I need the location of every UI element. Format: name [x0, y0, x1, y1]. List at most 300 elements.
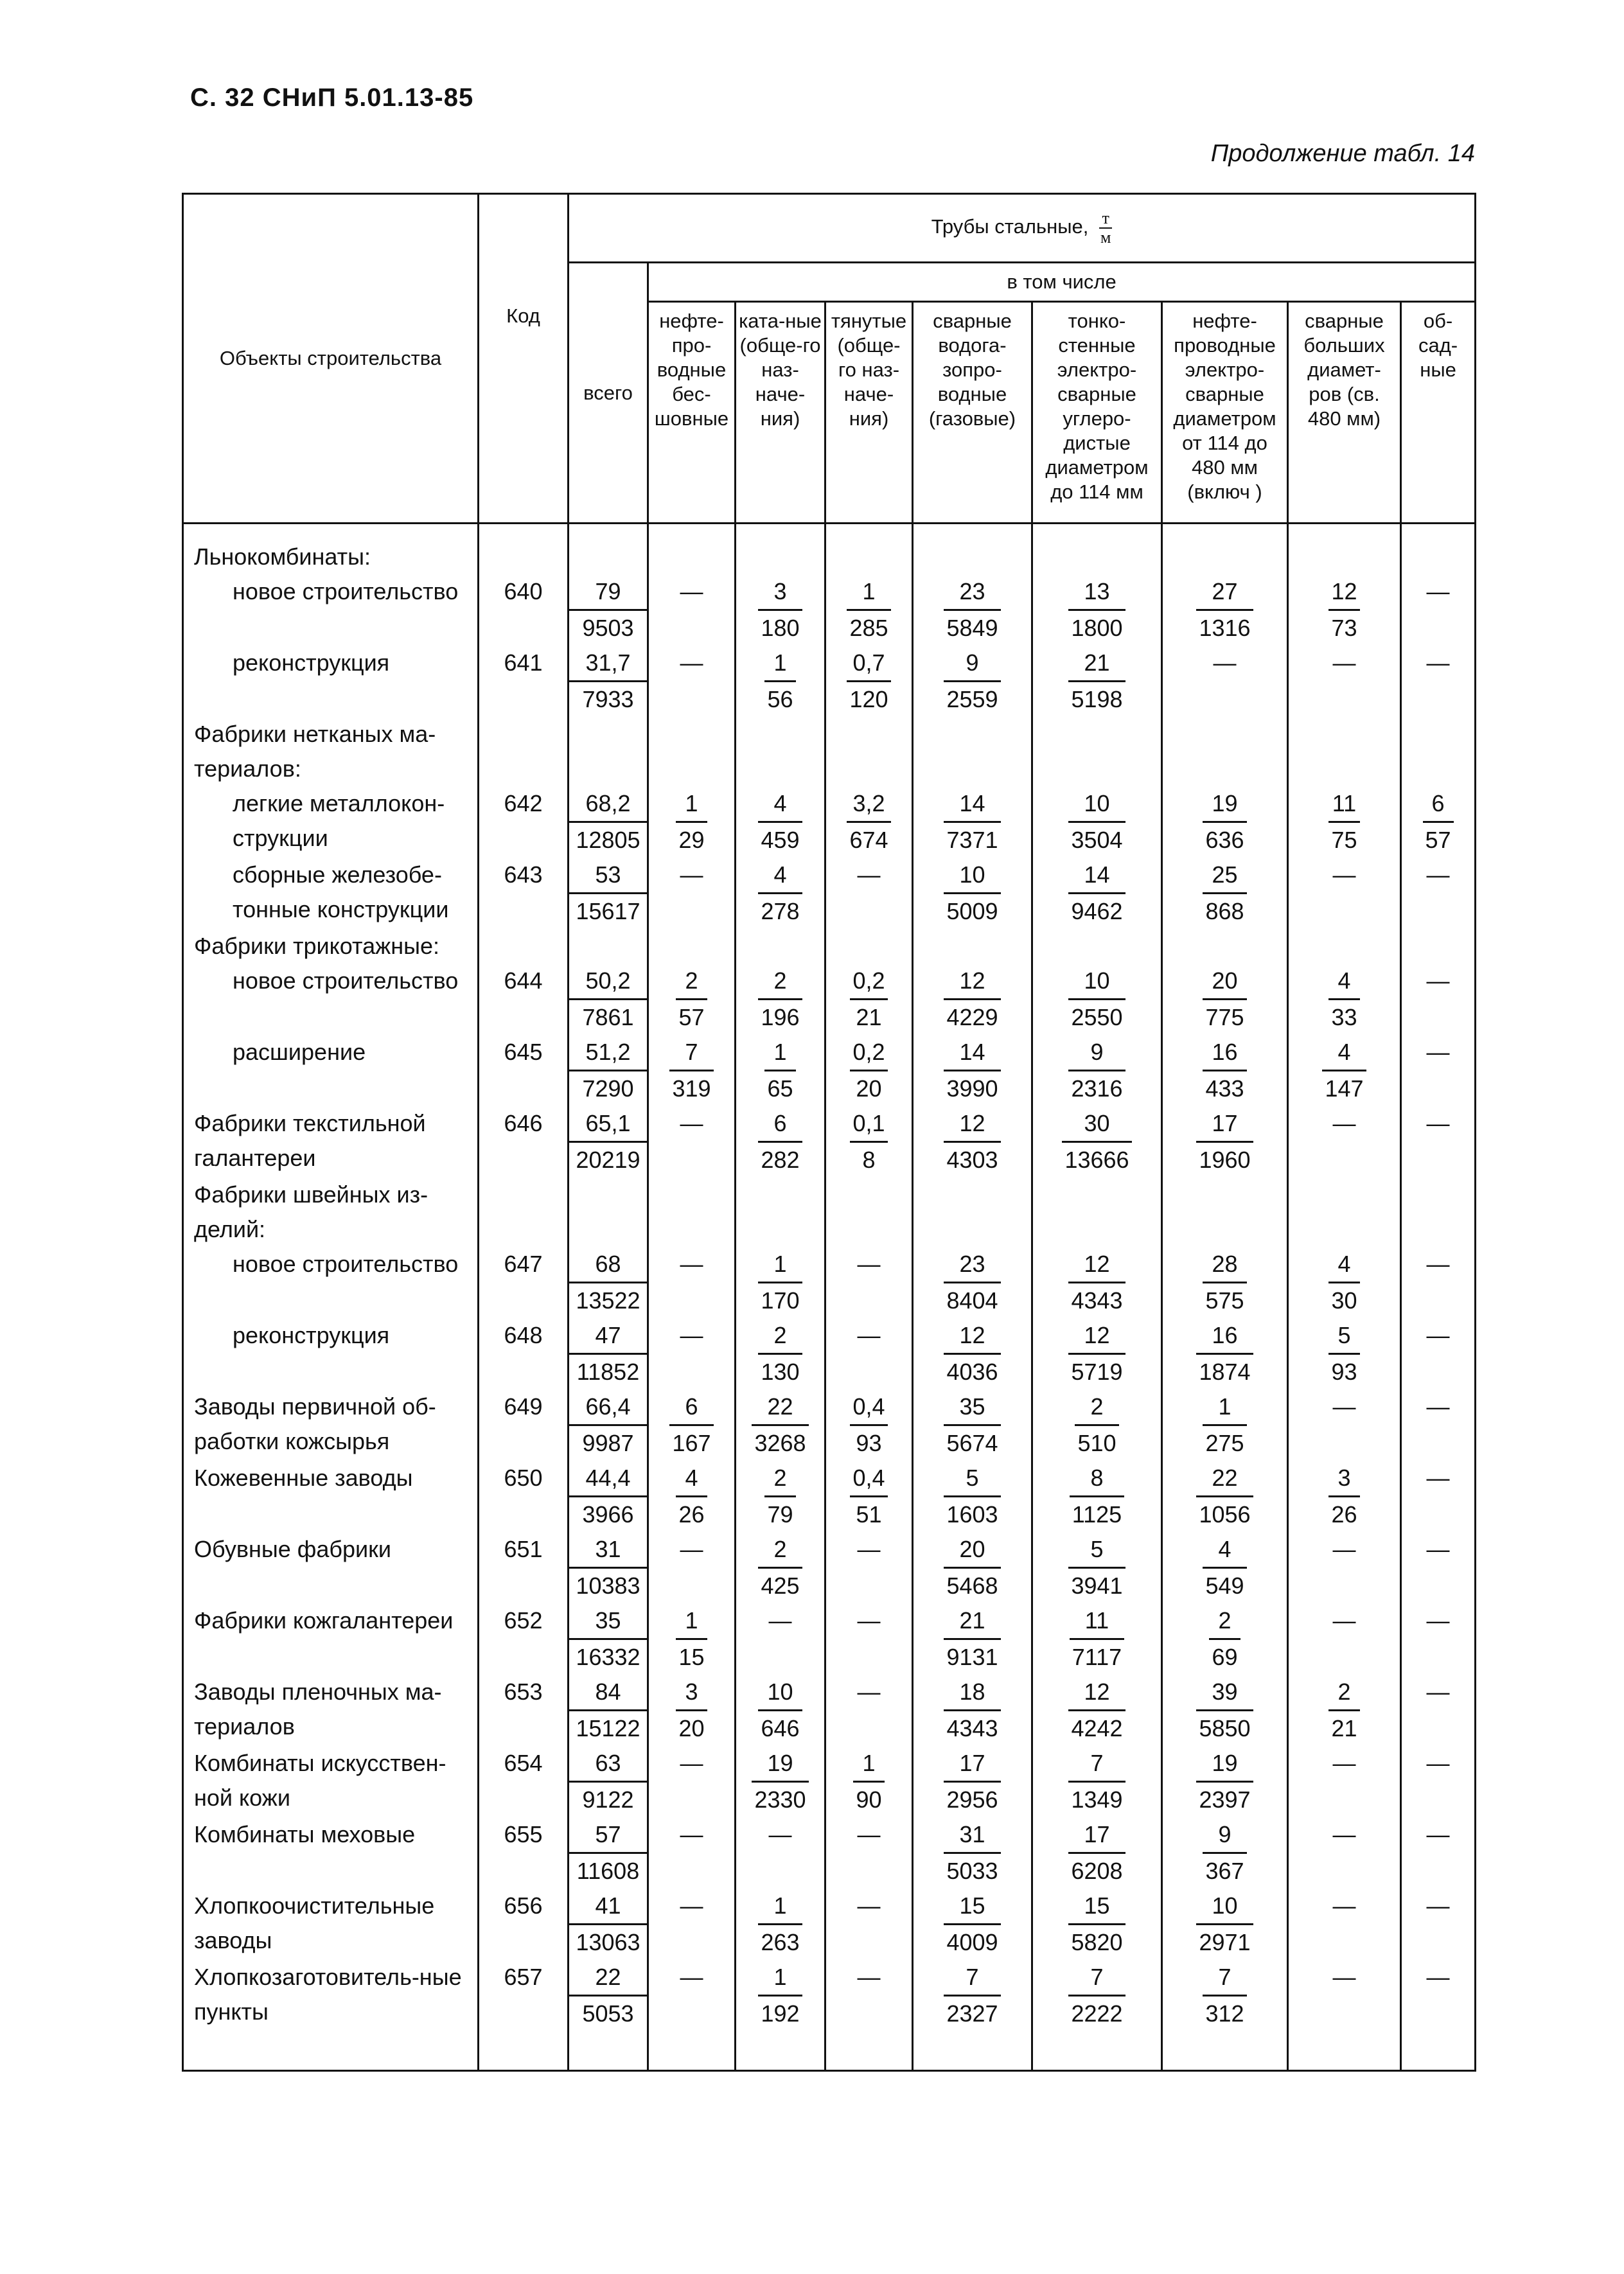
- value-numerator: 2: [1075, 1389, 1118, 1426]
- value-denominator: 73: [1331, 615, 1357, 641]
- value-denominator: 263: [761, 1929, 800, 1955]
- value-numerator: 7: [1068, 1746, 1125, 1783]
- value-denominator: 56: [767, 686, 793, 712]
- value-fraction: [1075, 1389, 1118, 1461]
- value-cell: [648, 1318, 736, 1389]
- object-name: Льнокомбинаты:: [183, 524, 479, 575]
- dash: —: [1426, 1110, 1450, 1136]
- value-cell: [1401, 574, 1476, 646]
- value-cell: [1288, 1746, 1401, 1817]
- value-cell: [913, 1603, 1032, 1675]
- value-cell: [825, 786, 913, 858]
- value-cell: [1032, 1960, 1162, 2071]
- value-denominator: 1874: [1199, 1359, 1251, 1385]
- value-numerator: 19: [752, 1746, 808, 1783]
- object-code: [479, 929, 569, 964]
- value-numerator: 12: [1328, 574, 1359, 611]
- value-fraction: [752, 1389, 808, 1461]
- value-numerator: 0,4: [850, 1389, 887, 1426]
- value-denominator: 180: [761, 615, 800, 641]
- value-cell: [648, 1889, 736, 1960]
- value-fraction: [569, 1035, 647, 1106]
- dash: —: [1426, 1821, 1450, 1847]
- value-numerator: 1: [758, 1960, 802, 1996]
- value-cell: [1401, 1817, 1476, 1889]
- value-fraction: [850, 1461, 887, 1532]
- table-row: [183, 524, 1476, 575]
- value-denominator: 13666: [1064, 1147, 1129, 1173]
- value-numerator: 41: [569, 1889, 647, 1925]
- value-denominator: 5198: [1071, 686, 1123, 712]
- value-fraction: [1068, 964, 1125, 1035]
- object-name: Фабрики текстильной галантереи: [183, 1106, 479, 1177]
- value-fraction: [847, 786, 890, 858]
- value-cell: [1288, 929, 1401, 964]
- value-cell: [913, 786, 1032, 858]
- value-cell: [1032, 786, 1162, 858]
- value-numerator: 17: [1068, 1817, 1125, 1854]
- value-cell: [736, 1746, 825, 1817]
- dash: —: [1332, 1821, 1356, 1847]
- value-fraction: [1328, 574, 1359, 646]
- value-cell: [1032, 1603, 1162, 1675]
- value-cell: [913, 1461, 1032, 1532]
- value-cell: [825, 1532, 913, 1603]
- header-steel-pipes: [569, 194, 1476, 263]
- value-denominator: 282: [761, 1147, 800, 1173]
- value-numerator: 4: [1328, 1247, 1359, 1283]
- object-name: новое строительство: [183, 574, 479, 646]
- value-cell: [648, 1247, 736, 1318]
- unit-bottom: м: [1100, 228, 1111, 247]
- value-denominator: 275: [1205, 1430, 1244, 1456]
- value-denominator: 5820: [1071, 1929, 1123, 1955]
- value-denominator: 646: [761, 1715, 800, 1741]
- value-numerator: 5: [1068, 1532, 1125, 1569]
- value-cell: [913, 574, 1032, 646]
- table-row: [183, 1318, 1476, 1389]
- value-numerator: 15: [944, 1889, 1000, 1925]
- value-numerator: 68,2: [569, 786, 647, 823]
- value-numerator: 2: [1328, 1675, 1359, 1711]
- value-denominator: 2327: [946, 2000, 998, 2027]
- value-cell: [1162, 1960, 1288, 2071]
- total-cell: [569, 1177, 648, 1247]
- value-denominator: 1960: [1199, 1147, 1251, 1173]
- value-fraction: [758, 1532, 802, 1603]
- value-fraction: [752, 1746, 808, 1817]
- value-numerator: 16: [1203, 1035, 1246, 1071]
- value-cell: [1401, 858, 1476, 929]
- value-fraction: [850, 1035, 887, 1106]
- value-numerator: 12: [944, 1106, 1000, 1143]
- value-denominator: 4343: [946, 1715, 998, 1741]
- value-cell: [1162, 1817, 1288, 1889]
- value-denominator: 20219: [576, 1147, 640, 1173]
- value-denominator: 30: [1331, 1287, 1357, 1314]
- value-numerator: 22: [1196, 1461, 1253, 1497]
- value-fraction: [1068, 1035, 1125, 1106]
- value-fraction: [758, 1318, 802, 1389]
- value-cell: [1401, 717, 1476, 786]
- value-cell: [1162, 646, 1288, 717]
- value-denominator: 510: [1077, 1430, 1116, 1456]
- value-numerator: 3: [676, 1675, 707, 1711]
- value-cell: [1401, 1889, 1476, 1960]
- value-numerator: 28: [1203, 1247, 1246, 1283]
- dash: —: [857, 1892, 881, 1919]
- value-fraction: [1203, 1960, 1246, 2031]
- total-cell: [569, 1106, 648, 1177]
- value-numerator: 2: [764, 1461, 795, 1497]
- value-fraction: [569, 1889, 647, 1960]
- value-numerator: 4: [676, 1461, 707, 1497]
- value-cell: [648, 1960, 736, 2071]
- value-numerator: 12: [944, 1318, 1000, 1355]
- value-denominator: 2222: [1071, 2000, 1123, 2027]
- value-cell: [1288, 1177, 1401, 1247]
- value-numerator: 31: [944, 1817, 1000, 1854]
- value-cell: [1162, 1318, 1288, 1389]
- value-denominator: 57: [678, 1004, 705, 1030]
- value-fraction: [1203, 964, 1246, 1035]
- value-cell: [736, 646, 825, 717]
- value-numerator: 35: [569, 1603, 647, 1640]
- value-numerator: 1: [764, 646, 795, 682]
- header-sub-6: нефте-проводные электро-сварные диаметром от 114 до 480 мм (включ ): [1162, 302, 1288, 524]
- value-numerator: 0,7: [847, 646, 890, 682]
- value-fraction: [1196, 1889, 1253, 1960]
- value-cell: [1032, 1746, 1162, 1817]
- value-numerator: 10: [1068, 964, 1125, 1000]
- table-row: [183, 1746, 1476, 1817]
- table-row: [183, 1247, 1476, 1318]
- value-cell: [736, 1247, 825, 1318]
- value-cell: [1162, 858, 1288, 929]
- value-denominator: 5468: [946, 1573, 998, 1599]
- value-cell: [825, 1389, 913, 1461]
- value-fraction: [944, 1889, 1000, 1960]
- value-fraction: [1203, 1817, 1246, 1889]
- value-numerator: 22: [569, 1960, 647, 1996]
- dash: —: [680, 861, 703, 888]
- value-fraction: [569, 1675, 647, 1746]
- value-numerator: 39: [1196, 1675, 1253, 1711]
- value-fraction: [569, 1960, 647, 2031]
- value-fraction: [669, 1389, 713, 1461]
- value-fraction: [1068, 786, 1125, 858]
- object-name: Хлопкоочистительные заводы: [183, 1889, 479, 1960]
- value-fraction: [944, 1318, 1000, 1389]
- value-numerator: 84: [569, 1675, 647, 1711]
- total-cell: [569, 1318, 648, 1389]
- value-fraction: [1209, 1603, 1240, 1675]
- value-cell: [1162, 1889, 1288, 1960]
- value-fraction: [758, 1106, 802, 1177]
- dash: —: [768, 1607, 792, 1634]
- value-cell: [1401, 1318, 1476, 1389]
- value-fraction: [1068, 1675, 1125, 1746]
- value-numerator: 2: [1209, 1603, 1240, 1640]
- value-cell: [1032, 1177, 1162, 1247]
- value-cell: [736, 964, 825, 1035]
- value-cell: [1288, 1389, 1401, 1461]
- dash: —: [680, 578, 703, 604]
- value-cell: [648, 858, 736, 929]
- value-denominator: 10383: [576, 1573, 640, 1599]
- value-cell: [1288, 717, 1401, 786]
- value-fraction: [944, 1746, 1000, 1817]
- value-numerator: 19: [1203, 786, 1246, 823]
- value-cell: [648, 1035, 736, 1106]
- value-cell: [825, 1603, 913, 1675]
- value-cell: [913, 1247, 1032, 1318]
- value-cell: [736, 858, 825, 929]
- value-numerator: 14: [944, 786, 1000, 823]
- value-denominator: 3941: [1071, 1573, 1123, 1599]
- object-code: 643: [479, 858, 569, 929]
- dash: —: [857, 1322, 881, 1348]
- value-cell: [648, 964, 736, 1035]
- dash: —: [857, 861, 881, 888]
- value-numerator: 20: [944, 1532, 1000, 1569]
- value-cell: [736, 574, 825, 646]
- value-fraction: [1068, 646, 1125, 717]
- dash: —: [1332, 1393, 1356, 1420]
- value-fraction: [758, 1247, 802, 1318]
- value-numerator: 65,1: [569, 1106, 647, 1143]
- value-cell: [1032, 858, 1162, 929]
- value-fraction: [1068, 574, 1125, 646]
- table-row: [183, 786, 1476, 858]
- value-cell: [913, 524, 1032, 575]
- value-denominator: 3990: [946, 1075, 998, 1102]
- table-row: [183, 929, 1476, 964]
- value-numerator: 1: [764, 1035, 795, 1071]
- value-numerator: 9: [944, 646, 1000, 682]
- value-fraction: [569, 786, 647, 858]
- value-cell: [648, 524, 736, 575]
- header-including: в том числе: [648, 263, 1476, 302]
- value-numerator: 1: [853, 1746, 884, 1783]
- value-fraction: [569, 574, 647, 646]
- value-fraction: [850, 1389, 887, 1461]
- object-code: 641: [479, 646, 569, 717]
- value-numerator: 10: [944, 858, 1000, 894]
- value-cell: [1032, 1817, 1162, 1889]
- value-fraction: [1070, 1461, 1124, 1532]
- value-fraction: [1328, 964, 1359, 1035]
- dash: —: [1213, 649, 1237, 676]
- value-fraction: [569, 1746, 647, 1817]
- value-fraction: [944, 1035, 1000, 1106]
- dash: —: [680, 1821, 703, 1847]
- value-cell: [825, 1318, 913, 1389]
- value-numerator: 57: [569, 1817, 647, 1854]
- value-cell: [736, 1532, 825, 1603]
- value-cell: [913, 1035, 1032, 1106]
- value-cell: [1288, 574, 1401, 646]
- header-sub-1: нефте-про-водные бес-шовные: [648, 302, 736, 524]
- value-denominator: 147: [1325, 1075, 1364, 1102]
- value-cell: [913, 1106, 1032, 1177]
- dash: —: [1426, 1536, 1450, 1562]
- value-cell: [825, 1675, 913, 1746]
- total-cell: [569, 1461, 648, 1532]
- value-fraction: [1196, 1318, 1253, 1389]
- value-fraction: [1423, 786, 1454, 858]
- value-fraction: [676, 964, 707, 1035]
- value-denominator: 29: [678, 827, 705, 853]
- value-cell: [1288, 1035, 1401, 1106]
- value-cell: [1401, 1177, 1476, 1247]
- value-fraction: [853, 1746, 884, 1817]
- value-numerator: 7: [1068, 1960, 1125, 1996]
- value-denominator: 192: [761, 2000, 800, 2027]
- dash: —: [680, 1892, 703, 1919]
- dash: —: [1332, 649, 1356, 676]
- value-fraction: [1203, 1389, 1246, 1461]
- object-code: 647: [479, 1247, 569, 1318]
- value-cell: [1288, 1675, 1401, 1746]
- value-fraction: [1203, 1247, 1246, 1318]
- value-denominator: 8404: [946, 1287, 998, 1314]
- value-fraction: [758, 1675, 802, 1746]
- value-cell: [1401, 1532, 1476, 1603]
- total-cell: [569, 1035, 648, 1106]
- value-cell: [648, 1603, 736, 1675]
- value-cell: [648, 1461, 736, 1532]
- table-row: [183, 646, 1476, 717]
- value-cell: [1288, 1247, 1401, 1318]
- value-cell: [913, 1960, 1032, 2071]
- value-numerator: 20: [1203, 964, 1246, 1000]
- value-numerator: 18: [944, 1675, 1000, 1711]
- value-fraction: [944, 1675, 1000, 1746]
- value-denominator: 1125: [1072, 1501, 1122, 1528]
- value-numerator: 35: [944, 1389, 1000, 1426]
- value-denominator: 7290: [582, 1075, 634, 1102]
- value-numerator: 17: [1196, 1106, 1253, 1143]
- total-cell: [569, 1889, 648, 1960]
- value-cell: [825, 524, 913, 575]
- value-cell: [648, 786, 736, 858]
- value-cell: [1401, 1675, 1476, 1746]
- dash: —: [1332, 1750, 1356, 1776]
- value-fraction: [944, 1106, 1000, 1177]
- value-cell: [913, 1389, 1032, 1461]
- value-fraction: [1068, 858, 1125, 929]
- value-fraction: [764, 1035, 795, 1106]
- header-sub-5: тонко-стенные электро-сварные углеро-дистые диаметром до 114 мм: [1032, 302, 1162, 524]
- value-fraction: [944, 1389, 1000, 1461]
- value-numerator: 12: [1068, 1675, 1125, 1711]
- value-numerator: 9: [1068, 1035, 1125, 1071]
- value-numerator: 11: [1328, 786, 1359, 823]
- value-cell: [1162, 1603, 1288, 1675]
- value-numerator: 3: [1328, 1461, 1359, 1497]
- value-fraction: [1196, 1461, 1253, 1532]
- value-fraction: [944, 786, 1000, 858]
- total-cell: [569, 786, 648, 858]
- value-fraction: [569, 1817, 647, 1889]
- value-denominator: 1603: [946, 1501, 998, 1528]
- value-fraction: [676, 1461, 707, 1532]
- value-denominator: 11852: [576, 1359, 640, 1385]
- value-numerator: 15: [1068, 1889, 1125, 1925]
- value-cell: [1401, 929, 1476, 964]
- object-name: Фабрики кожгалантереи: [183, 1603, 479, 1675]
- object-name: Заводы пленочных ма-териалов: [183, 1675, 479, 1746]
- value-cell: [1401, 1035, 1476, 1106]
- value-fraction: [569, 1532, 647, 1603]
- dash: —: [1426, 1679, 1450, 1705]
- value-numerator: 19: [1196, 1746, 1253, 1783]
- value-fraction: [676, 1675, 707, 1746]
- dash: —: [680, 1110, 703, 1136]
- value-cell: [1162, 574, 1288, 646]
- value-numerator: 22: [752, 1389, 808, 1426]
- total-cell: [569, 929, 648, 964]
- value-cell: [1288, 1106, 1401, 1177]
- value-denominator: 7861: [582, 1004, 634, 1030]
- value-fraction: [944, 574, 1000, 646]
- value-denominator: 2316: [1071, 1075, 1123, 1102]
- dash: —: [1426, 649, 1450, 676]
- value-denominator: 51: [856, 1501, 882, 1528]
- value-denominator: 4303: [946, 1147, 998, 1173]
- value-cell: [736, 1177, 825, 1247]
- value-denominator: 4036: [946, 1359, 998, 1385]
- value-cell: [825, 1035, 913, 1106]
- value-denominator: 1056: [1199, 1501, 1251, 1528]
- value-denominator: 3268: [754, 1430, 806, 1456]
- value-cell: [913, 858, 1032, 929]
- value-denominator: 2397: [1199, 1786, 1251, 1813]
- value-cell: [913, 929, 1032, 964]
- table-row: [183, 1461, 1476, 1532]
- value-fraction: [676, 786, 707, 858]
- value-cell: [736, 1461, 825, 1532]
- value-denominator: 90: [856, 1786, 882, 1813]
- value-numerator: 66,4: [569, 1389, 647, 1426]
- object-name: Фабрики швейных из-делий:: [183, 1177, 479, 1247]
- dash: —: [1426, 1465, 1450, 1491]
- value-numerator: 10: [758, 1675, 802, 1711]
- value-denominator: 33: [1331, 1004, 1357, 1030]
- value-denominator: 15617: [576, 898, 640, 924]
- value-cell: [1401, 1603, 1476, 1675]
- value-fraction: [758, 1960, 802, 2031]
- value-cell: [825, 964, 913, 1035]
- value-denominator: 1316: [1199, 615, 1251, 641]
- dash: —: [1426, 1607, 1450, 1634]
- value-fraction: [944, 1603, 1000, 1675]
- object-name: Обувные фабрики: [183, 1532, 479, 1603]
- value-fraction: [764, 646, 795, 717]
- value-cell: [825, 1746, 913, 1817]
- value-numerator: 63: [569, 1746, 647, 1783]
- value-fraction: [850, 964, 887, 1035]
- object-name: легкие металлокон-струкции: [183, 786, 479, 858]
- value-fraction: [1068, 1247, 1125, 1318]
- value-denominator: 9462: [1071, 898, 1123, 924]
- value-cell: [913, 717, 1032, 786]
- value-cell: [913, 646, 1032, 717]
- value-denominator: 21: [1331, 1715, 1357, 1741]
- value-numerator: 12: [944, 964, 1000, 1000]
- value-denominator: 278: [761, 898, 800, 924]
